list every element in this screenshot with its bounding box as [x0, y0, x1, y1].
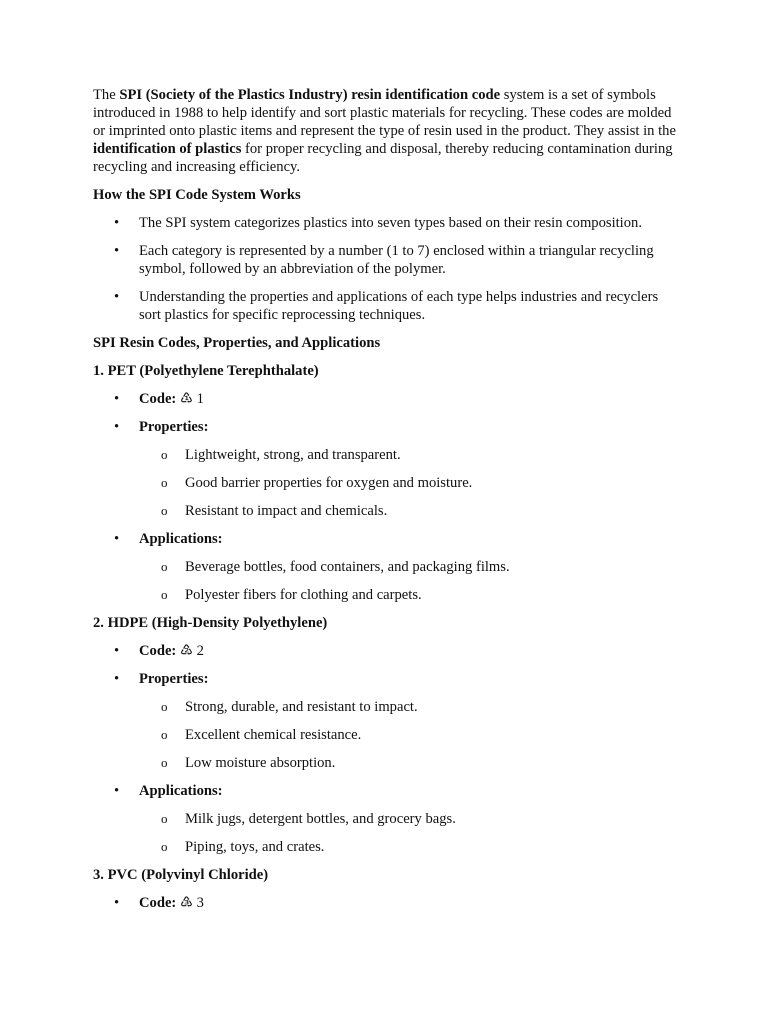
pvc-code-item [93, 894, 683, 912]
hdpe-heading: 2. HDPE (High-Density Polyethylene) [93, 615, 328, 631]
hdpe-applications-item [93, 782, 683, 856]
pet-applications-list [139, 558, 683, 604]
properties-label: Properties: [139, 671, 209, 687]
list-item: o Excellent chemical resistance. [139, 726, 683, 744]
hdpe-properties-list [139, 698, 683, 772]
code-label: Code: [139, 391, 177, 407]
pvc-list [93, 894, 683, 912]
recycle-1-icon: ♳ 1 [176, 391, 204, 407]
hdpe-list [93, 642, 683, 856]
applications-label: Applications: [139, 531, 223, 547]
properties-label: Properties: [139, 419, 209, 435]
pet-properties-item [93, 418, 683, 520]
list-item: o Beverage bottles, food containers, and packaging films. [139, 558, 683, 576]
recycle-2-icon: ♴ 2 [176, 643, 204, 659]
code-label: Code: [139, 895, 177, 911]
intro-bold-spi: SPI (Society of the Plastics Industry) resin identification code [119, 87, 501, 103]
intro-text-3: for proper recycling and disposal, thereby reducing contamination during recycling and increasing efficiency. [93, 141, 673, 175]
list-item: o Milk jugs, detergent bottles, and grocery bags. [139, 810, 683, 828]
list-item: o Low moisture absorption. [139, 754, 683, 772]
list-item: • Understanding the properties and applications of each type helps industries and recyclers sort plastics for specific reprocessing techniques. [93, 288, 683, 324]
pet-properties-list [139, 446, 683, 520]
intro-text-1: The [93, 87, 120, 103]
how-list [93, 214, 683, 324]
intro-text-2: system is a set of symbols introduced in 1988 to help identify and sort plastic materials for recycling. These codes are molded or imprinted onto plastic items and represent the type of resin used in the product. They assist in the [93, 87, 676, 139]
list-item: o Piping, toys, and crates. [139, 838, 683, 856]
list-item: o Polyester fibers for clothing and carpets. [139, 586, 683, 604]
list-item: • Each category is represented by a number (1 to 7) enclosed within a triangular recycling symbol, followed by an abbreviation of the polymer. [93, 242, 683, 278]
hdpe-applications-list [139, 810, 683, 856]
intro-paragraph [93, 86, 683, 176]
intro-bold-identification: identification of plastics [93, 141, 242, 157]
list-item: • The SPI system categorizes plastics into seven types based on their resin composition. [93, 214, 683, 232]
codes-heading: SPI Resin Codes, Properties, and Applications [93, 335, 381, 351]
list-item: o Resistant to impact and chemicals. [139, 502, 683, 520]
pet-heading: 1. PET (Polyethylene Terephthalate) [93, 363, 319, 379]
list-item: o Good barrier properties for oxygen and moisture. [139, 474, 683, 492]
pet-list [93, 390, 683, 604]
document-page [93, 86, 683, 922]
hdpe-code-item [93, 642, 683, 660]
pvc-heading: 3. PVC (Polyvinyl Chloride) [93, 867, 269, 883]
recycle-3-icon: ♵ 3 [176, 895, 204, 911]
applications-label: Applications: [139, 783, 223, 799]
pet-code-item [93, 390, 683, 408]
list-item: o Lightweight, strong, and transparent. [139, 446, 683, 464]
pet-applications-item [93, 530, 683, 604]
how-heading: How the SPI Code System Works [93, 187, 301, 203]
hdpe-properties-item [93, 670, 683, 772]
code-label: Code: [139, 643, 177, 659]
list-item: o Strong, durable, and resistant to impact. [139, 698, 683, 716]
